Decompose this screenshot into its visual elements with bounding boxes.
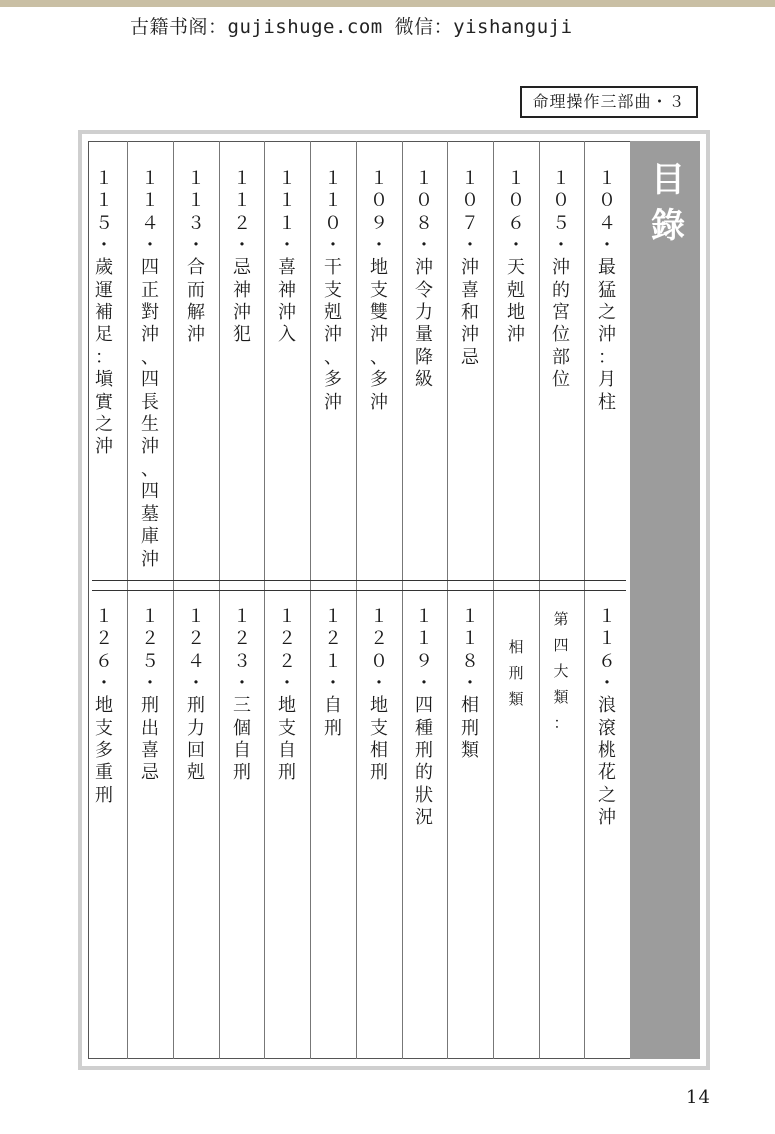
toc-entry-upper: １ ０ ４ ・ 最 猛 之 沖 ： 月 柱 xyxy=(598,168,616,413)
toc-title xyxy=(648,158,688,250)
toc-entry-lower: １ ２ ０ ・ 地 支 相 刑 xyxy=(370,606,388,784)
toc-entry-upper: １ １ ３ ・ 合 而 解 沖 xyxy=(187,168,205,346)
toc-title-char: 目 xyxy=(651,160,685,200)
column-separator xyxy=(402,141,403,1059)
toc-entry-lower: 第 四 大 類 ： xyxy=(553,610,569,732)
toc-entry-lower: １ ２ ３ ・ 三 個 自 刑 xyxy=(233,606,251,784)
toc-entry-upper: １ ０ ７ ・ 沖 喜 和 沖 忌 xyxy=(461,168,479,368)
column-separator xyxy=(447,141,448,1059)
section-divider-bottom xyxy=(92,590,626,591)
toc-entry-lower: １ ２ ５ ・ 刑 出 喜 忌 xyxy=(141,606,159,784)
toc-entry-lower: １ １ ６ ・ 浪 滾 桃 花 之 沖 xyxy=(598,606,616,829)
toc-entry-lower: 相 刑 類 xyxy=(508,638,524,708)
toc-entry-upper: １ ０ ６ ・ 天 剋 地 沖 xyxy=(507,168,525,346)
book-title-box: 命理操作三部曲・３ xyxy=(520,86,698,118)
toc-entry-upper: １ １ ０ ・ 干 支 剋 沖 、 多 沖 xyxy=(324,168,342,413)
toc-entry-lower: １ １ ９ ・ 四 種 刑 的 狀 況 xyxy=(415,606,433,829)
toc-entry-lower: １ ２ ４ ・ 刑 力 回 剋 xyxy=(187,606,205,784)
column-separator xyxy=(310,141,311,1059)
toc-entry-lower: １ ２ １ ・ 自 刑 xyxy=(324,606,342,739)
toc-entry-upper: １ １ ４ ・ 四 正 對 沖 、 四 長 生 沖 、 四 墓 庫 沖 xyxy=(141,168,159,570)
toc-entry-upper: １ ０ ８ ・ 沖 令 力 量 降 級 xyxy=(415,168,433,391)
page-number: 14 xyxy=(686,1087,711,1108)
watermark-text: 古籍书阁：gujishuge.com 微信：yishanguji xyxy=(130,16,573,38)
column-separator xyxy=(493,141,494,1059)
column-separator xyxy=(173,141,174,1059)
toc-entry-upper: １ １ ５ ・ 歲 運 補 足 ： 塡 實 之 沖 xyxy=(95,168,113,458)
top-decorative-bar xyxy=(0,0,775,7)
toc-entry-lower: １ ２ ６ ・ 地 支 多 重 刑 xyxy=(95,606,113,806)
column-separator xyxy=(127,141,128,1059)
column-separator xyxy=(219,141,220,1059)
toc-entry-upper: １ １ １ ・ 喜 神 沖 入 xyxy=(278,168,296,346)
toc-entry-upper: １ ０ ５ ・ 沖 的 宮 位 部 位 xyxy=(552,168,570,391)
section-divider-top xyxy=(92,580,626,581)
column-separator xyxy=(584,141,585,1059)
column-separator xyxy=(539,141,540,1059)
toc-entry-upper: １ ０ ９ ・ 地 支 雙 沖 、 多 沖 xyxy=(370,168,388,413)
toc-entry-lower: １ １ ８ ・ 相 刑 類 xyxy=(461,606,479,762)
column-separator xyxy=(264,141,265,1059)
toc-entry-upper: １ １ ２ ・ 忌 神 沖 犯 xyxy=(233,168,251,346)
toc-entry-lower: １ ２ ２ ・ 地 支 自 刑 xyxy=(278,606,296,784)
toc-sidebar xyxy=(630,141,700,1059)
column-separator xyxy=(356,141,357,1059)
toc-title-char: 錄 xyxy=(651,205,685,246)
